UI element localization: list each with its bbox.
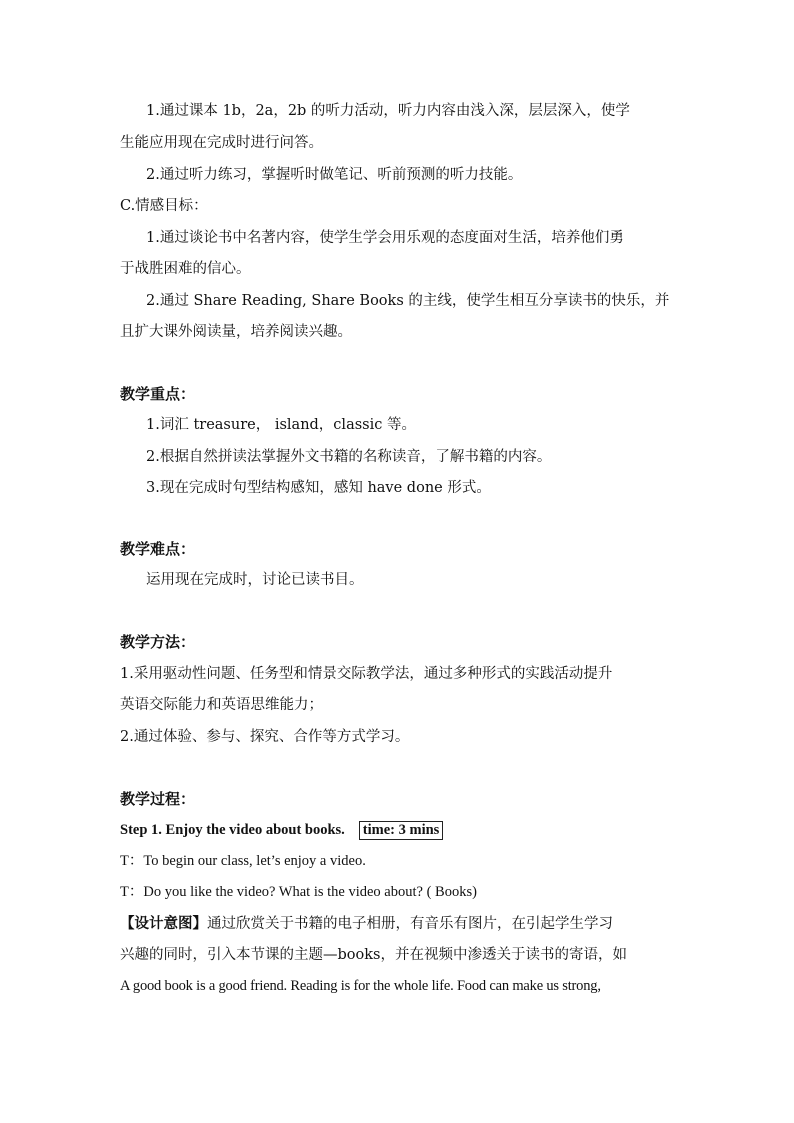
step1-title: Step 1. Enjoy the video about books. (120, 822, 345, 838)
design-intent-line-3: A good book is a good friend. Reading is for the whole life. Food can make us strong, (120, 978, 601, 994)
methods-heading: 教学方法： (120, 633, 196, 651)
key-point-item-1: 1.词汇 treasure， island，classic 等。 (146, 417, 416, 433)
process-heading: 教学过程： (120, 790, 196, 808)
step1-time-box: time: 3 mins (359, 821, 444, 840)
teacher-line-1: T：To begin our class, let’s enjoy a video. (120, 853, 366, 869)
emotion-objective-2-line2: 且扩大课外阅读量，培养阅读兴趣。 (120, 324, 352, 340)
emotion-objective-2-line1: 2.通过 Share Reading, Share Books 的主线，使学生相互分享读书的快乐，并 (146, 293, 670, 309)
methods-line-2: 英语交际能力和英语思维能力； (120, 697, 323, 713)
key-point-item-3: 3.现在完成时句型结构感知，感知 have done 形式。 (146, 480, 491, 496)
design-intent-line-2: 兴趣的同时，引入本节课的主题—books，并在视频中渗透关于读书的寄语，如 (120, 947, 627, 963)
objective-listening-1-line1: 1.通过课本 1b，2a，2b 的听力活动，听力内容由浅入深，层层深入，使学 (146, 103, 630, 119)
design-intent-tag: 【设计意图】 (120, 915, 207, 932)
objective-listening-2: 2.通过听力练习，掌握听时做笔记、听前预测的听力技能。 (146, 167, 523, 183)
objective-listening-1-line2: 生能应用现在完成时进行问答。 (120, 135, 323, 151)
difficult-points-heading: 教学难点： (120, 540, 196, 558)
methods-line-3: 2.通过体验、参与、探究、合作等方式学习。 (120, 729, 410, 745)
step1-row (120, 820, 680, 840)
difficult-points-text: 运用现在完成时，讨论已读书目。 (146, 572, 364, 588)
emotion-objective-1-line2: 于战胜困难的信心。 (120, 261, 251, 277)
teacher-line-2: T：Do you like the video? What is the video about? ( Books) (120, 884, 477, 900)
key-point-item-2: 2.根据自然拼读法掌握外文书籍的名称读音，了解书籍的内容。 (146, 449, 552, 465)
design-intent-line-1 (120, 914, 680, 934)
emotion-objective-heading: C.情感目标： (120, 198, 208, 214)
emotion-objective-1-line1: 1.通过谈论书中名著内容，使学生学会用乐观的态度面对生活，培养他们勇 (146, 230, 624, 246)
methods-line-1: 1.采用驱动性问题、任务型和情景交际教学法，通过多种形式的实践活动提升 (120, 666, 613, 682)
design-intent-text-1: 通过欣赏关于书籍的电子相册，有音乐有图片，在引起学生学习 (207, 916, 613, 932)
key-points-heading: 教学重点： (120, 385, 196, 403)
